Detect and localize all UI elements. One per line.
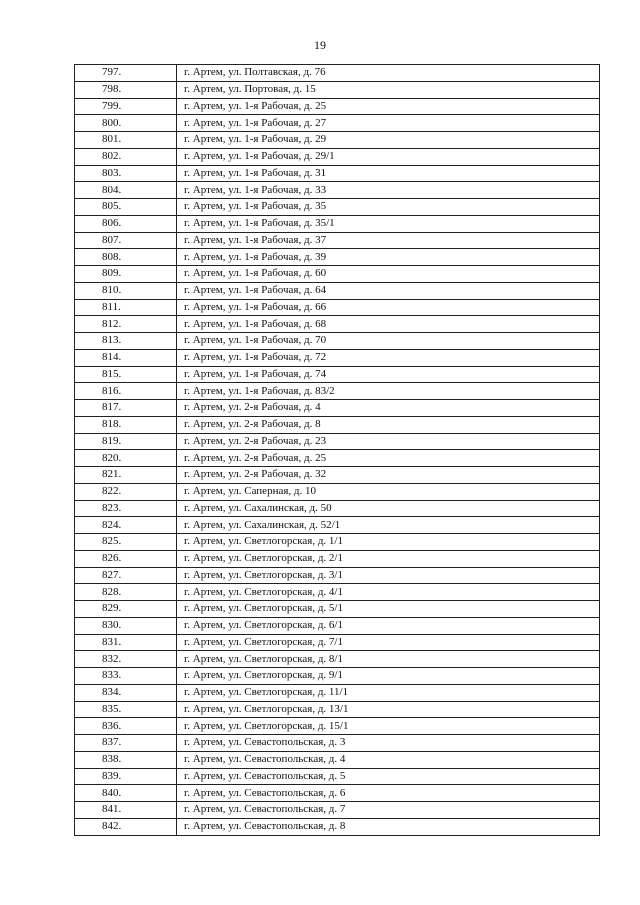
row-address: г. Артем, ул. 1-я Рабочая, д. 29/1 xyxy=(177,148,600,165)
table-row xyxy=(75,366,600,383)
table-row xyxy=(75,148,600,165)
table-row xyxy=(75,316,600,333)
row-address: г. Артем, ул. Светлогорская, д. 15/1 xyxy=(177,718,600,735)
row-number: 823. xyxy=(75,500,177,517)
row-address: г. Артем, ул. 2-я Рабочая, д. 4 xyxy=(177,400,600,417)
row-number: 797. xyxy=(75,65,177,82)
row-number: 819. xyxy=(75,433,177,450)
row-address: г. Артем, ул. Полтавская, д. 76 xyxy=(177,65,600,82)
row-address: г. Артем, ул. 1-я Рабочая, д. 29 xyxy=(177,132,600,149)
row-number: 800. xyxy=(75,115,177,132)
row-number: 815. xyxy=(75,366,177,383)
row-address: г. Артем, ул. 2-я Рабочая, д. 23 xyxy=(177,433,600,450)
row-number: 826. xyxy=(75,550,177,567)
table-row xyxy=(75,400,600,417)
address-table xyxy=(74,64,600,836)
table-row xyxy=(75,299,600,316)
row-address: г. Артем, ул. 2-я Рабочая, д. 8 xyxy=(177,416,600,433)
table-row xyxy=(75,768,600,785)
table-row xyxy=(75,735,600,752)
table-row xyxy=(75,98,600,115)
row-address: г. Артем, ул. Севастопольская, д. 5 xyxy=(177,768,600,785)
table-row xyxy=(75,483,600,500)
row-number: 838. xyxy=(75,751,177,768)
row-address: г. Артем, ул. 1-я Рабочая, д. 74 xyxy=(177,366,600,383)
row-address: г. Артем, ул. Светлогорская, д. 13/1 xyxy=(177,701,600,718)
page-number: 19 xyxy=(314,38,326,52)
row-number: 822. xyxy=(75,483,177,500)
table-row xyxy=(75,500,600,517)
row-address: г. Артем, ул. Светлогорская, д. 9/1 xyxy=(177,668,600,685)
row-address: г. Артем, ул. Саперная, д. 10 xyxy=(177,483,600,500)
row-number: 810. xyxy=(75,282,177,299)
table-row xyxy=(75,534,600,551)
row-number: 805. xyxy=(75,199,177,216)
row-address: г. Артем, ул. Сахалинская, д. 52/1 xyxy=(177,517,600,534)
row-address: г. Артем, ул. Сахалинская, д. 50 xyxy=(177,500,600,517)
table-row xyxy=(75,550,600,567)
row-address: г. Артем, ул. Светлогорская, д. 4/1 xyxy=(177,584,600,601)
row-number: 825. xyxy=(75,534,177,551)
row-address: г. Артем, ул. Светлогорская, д. 7/1 xyxy=(177,634,600,651)
row-address: г. Артем, ул. Севастопольская, д. 7 xyxy=(177,802,600,819)
table-row xyxy=(75,266,600,283)
table-row xyxy=(75,199,600,216)
row-number: 798. xyxy=(75,81,177,98)
row-address: г. Артем, ул. 2-я Рабочая, д. 25 xyxy=(177,450,600,467)
row-number: 841. xyxy=(75,802,177,819)
row-address: г. Артем, ул. 1-я Рабочая, д. 27 xyxy=(177,115,600,132)
table-row xyxy=(75,215,600,232)
row-number: 811. xyxy=(75,299,177,316)
row-number: 839. xyxy=(75,768,177,785)
row-address: г. Артем, ул. Светлогорская, д. 5/1 xyxy=(177,601,600,618)
table-row xyxy=(75,182,600,199)
table-row xyxy=(75,634,600,651)
row-address: г. Артем, ул. Севастопольская, д. 8 xyxy=(177,818,600,835)
table-row xyxy=(75,433,600,450)
table-row xyxy=(75,65,600,82)
row-number: 830. xyxy=(75,617,177,634)
row-number: 827. xyxy=(75,567,177,584)
table-row xyxy=(75,81,600,98)
table-row xyxy=(75,517,600,534)
table-row xyxy=(75,282,600,299)
row-address: г. Артем, ул. Светлогорская, д. 3/1 xyxy=(177,567,600,584)
row-number: 801. xyxy=(75,132,177,149)
row-address: г. Артем, ул. 1-я Рабочая, д. 64 xyxy=(177,282,600,299)
table-row xyxy=(75,450,600,467)
row-number: 837. xyxy=(75,735,177,752)
row-address: г. Артем, ул. 1-я Рабочая, д. 35/1 xyxy=(177,215,600,232)
row-number: 807. xyxy=(75,232,177,249)
table-row xyxy=(75,349,600,366)
row-address: г. Артем, ул. 1-я Рабочая, д. 66 xyxy=(177,299,600,316)
row-number: 829. xyxy=(75,601,177,618)
table-row xyxy=(75,249,600,266)
row-address: г. Артем, ул. 1-я Рабочая, д. 72 xyxy=(177,349,600,366)
row-number: 835. xyxy=(75,701,177,718)
row-address: г. Артем, ул. 1-я Рабочая, д. 39 xyxy=(177,249,600,266)
row-number: 806. xyxy=(75,215,177,232)
row-number: 834. xyxy=(75,684,177,701)
row-address: г. Артем, ул. 1-я Рабочая, д. 83/2 xyxy=(177,383,600,400)
row-address: г. Артем, ул. Светлогорская, д. 2/1 xyxy=(177,550,600,567)
row-number: 804. xyxy=(75,182,177,199)
row-number: 802. xyxy=(75,148,177,165)
row-number: 809. xyxy=(75,266,177,283)
row-number: 821. xyxy=(75,467,177,484)
table-row xyxy=(75,617,600,634)
row-address: г. Артем, ул. Севастопольская, д. 4 xyxy=(177,751,600,768)
row-address: г. Артем, ул. 1-я Рабочая, д. 37 xyxy=(177,232,600,249)
table-row xyxy=(75,718,600,735)
row-address: г. Артем, ул. 1-я Рабочая, д. 35 xyxy=(177,199,600,216)
table-row xyxy=(75,818,600,835)
table-row xyxy=(75,467,600,484)
row-address: г. Артем, ул. 2-я Рабочая, д. 32 xyxy=(177,467,600,484)
row-number: 816. xyxy=(75,383,177,400)
row-address: г. Артем, ул. Севастопольская, д. 3 xyxy=(177,735,600,752)
row-number: 803. xyxy=(75,165,177,182)
address-table-body xyxy=(75,65,600,836)
table-row xyxy=(75,668,600,685)
row-number: 828. xyxy=(75,584,177,601)
row-number: 799. xyxy=(75,98,177,115)
row-address: г. Артем, ул. Светлогорская, д. 1/1 xyxy=(177,534,600,551)
row-number: 820. xyxy=(75,450,177,467)
table-row xyxy=(75,416,600,433)
row-address: г. Артем, ул. Светлогорская, д. 8/1 xyxy=(177,651,600,668)
table-row xyxy=(75,165,600,182)
table-row xyxy=(75,684,600,701)
row-address: г. Артем, ул. 1-я Рабочая, д. 60 xyxy=(177,266,600,283)
table-row xyxy=(75,567,600,584)
row-number: 842. xyxy=(75,818,177,835)
row-number: 824. xyxy=(75,517,177,534)
table-row xyxy=(75,584,600,601)
row-number: 832. xyxy=(75,651,177,668)
table-row xyxy=(75,785,600,802)
row-number: 831. xyxy=(75,634,177,651)
row-number: 836. xyxy=(75,718,177,735)
row-number: 808. xyxy=(75,249,177,266)
row-address: г. Артем, ул. Портовая, д. 15 xyxy=(177,81,600,98)
row-address: г. Артем, ул. 1-я Рабочая, д. 31 xyxy=(177,165,600,182)
table-row xyxy=(75,132,600,149)
table-row xyxy=(75,232,600,249)
row-number: 818. xyxy=(75,416,177,433)
table-row xyxy=(75,651,600,668)
table-row xyxy=(75,701,600,718)
row-number: 814. xyxy=(75,349,177,366)
row-number: 813. xyxy=(75,333,177,350)
table-row xyxy=(75,601,600,618)
table-row xyxy=(75,751,600,768)
row-number: 833. xyxy=(75,668,177,685)
row-address: г. Артем, ул. 1-я Рабочая, д. 68 xyxy=(177,316,600,333)
table-row xyxy=(75,383,600,400)
row-address: г. Артем, ул. Светлогорская, д. 11/1 xyxy=(177,684,600,701)
table-row xyxy=(75,802,600,819)
row-address: г. Артем, ул. Севастопольская, д. 6 xyxy=(177,785,600,802)
row-number: 817. xyxy=(75,400,177,417)
row-address: г. Артем, ул. 1-я Рабочая, д. 70 xyxy=(177,333,600,350)
row-number: 812. xyxy=(75,316,177,333)
row-address: г. Артем, ул. 1-я Рабочая, д. 25 xyxy=(177,98,600,115)
row-address: г. Артем, ул. Светлогорская, д. 6/1 xyxy=(177,617,600,634)
row-address: г. Артем, ул. 1-я Рабочая, д. 33 xyxy=(177,182,600,199)
row-number: 840. xyxy=(75,785,177,802)
table-row xyxy=(75,115,600,132)
table-row xyxy=(75,333,600,350)
